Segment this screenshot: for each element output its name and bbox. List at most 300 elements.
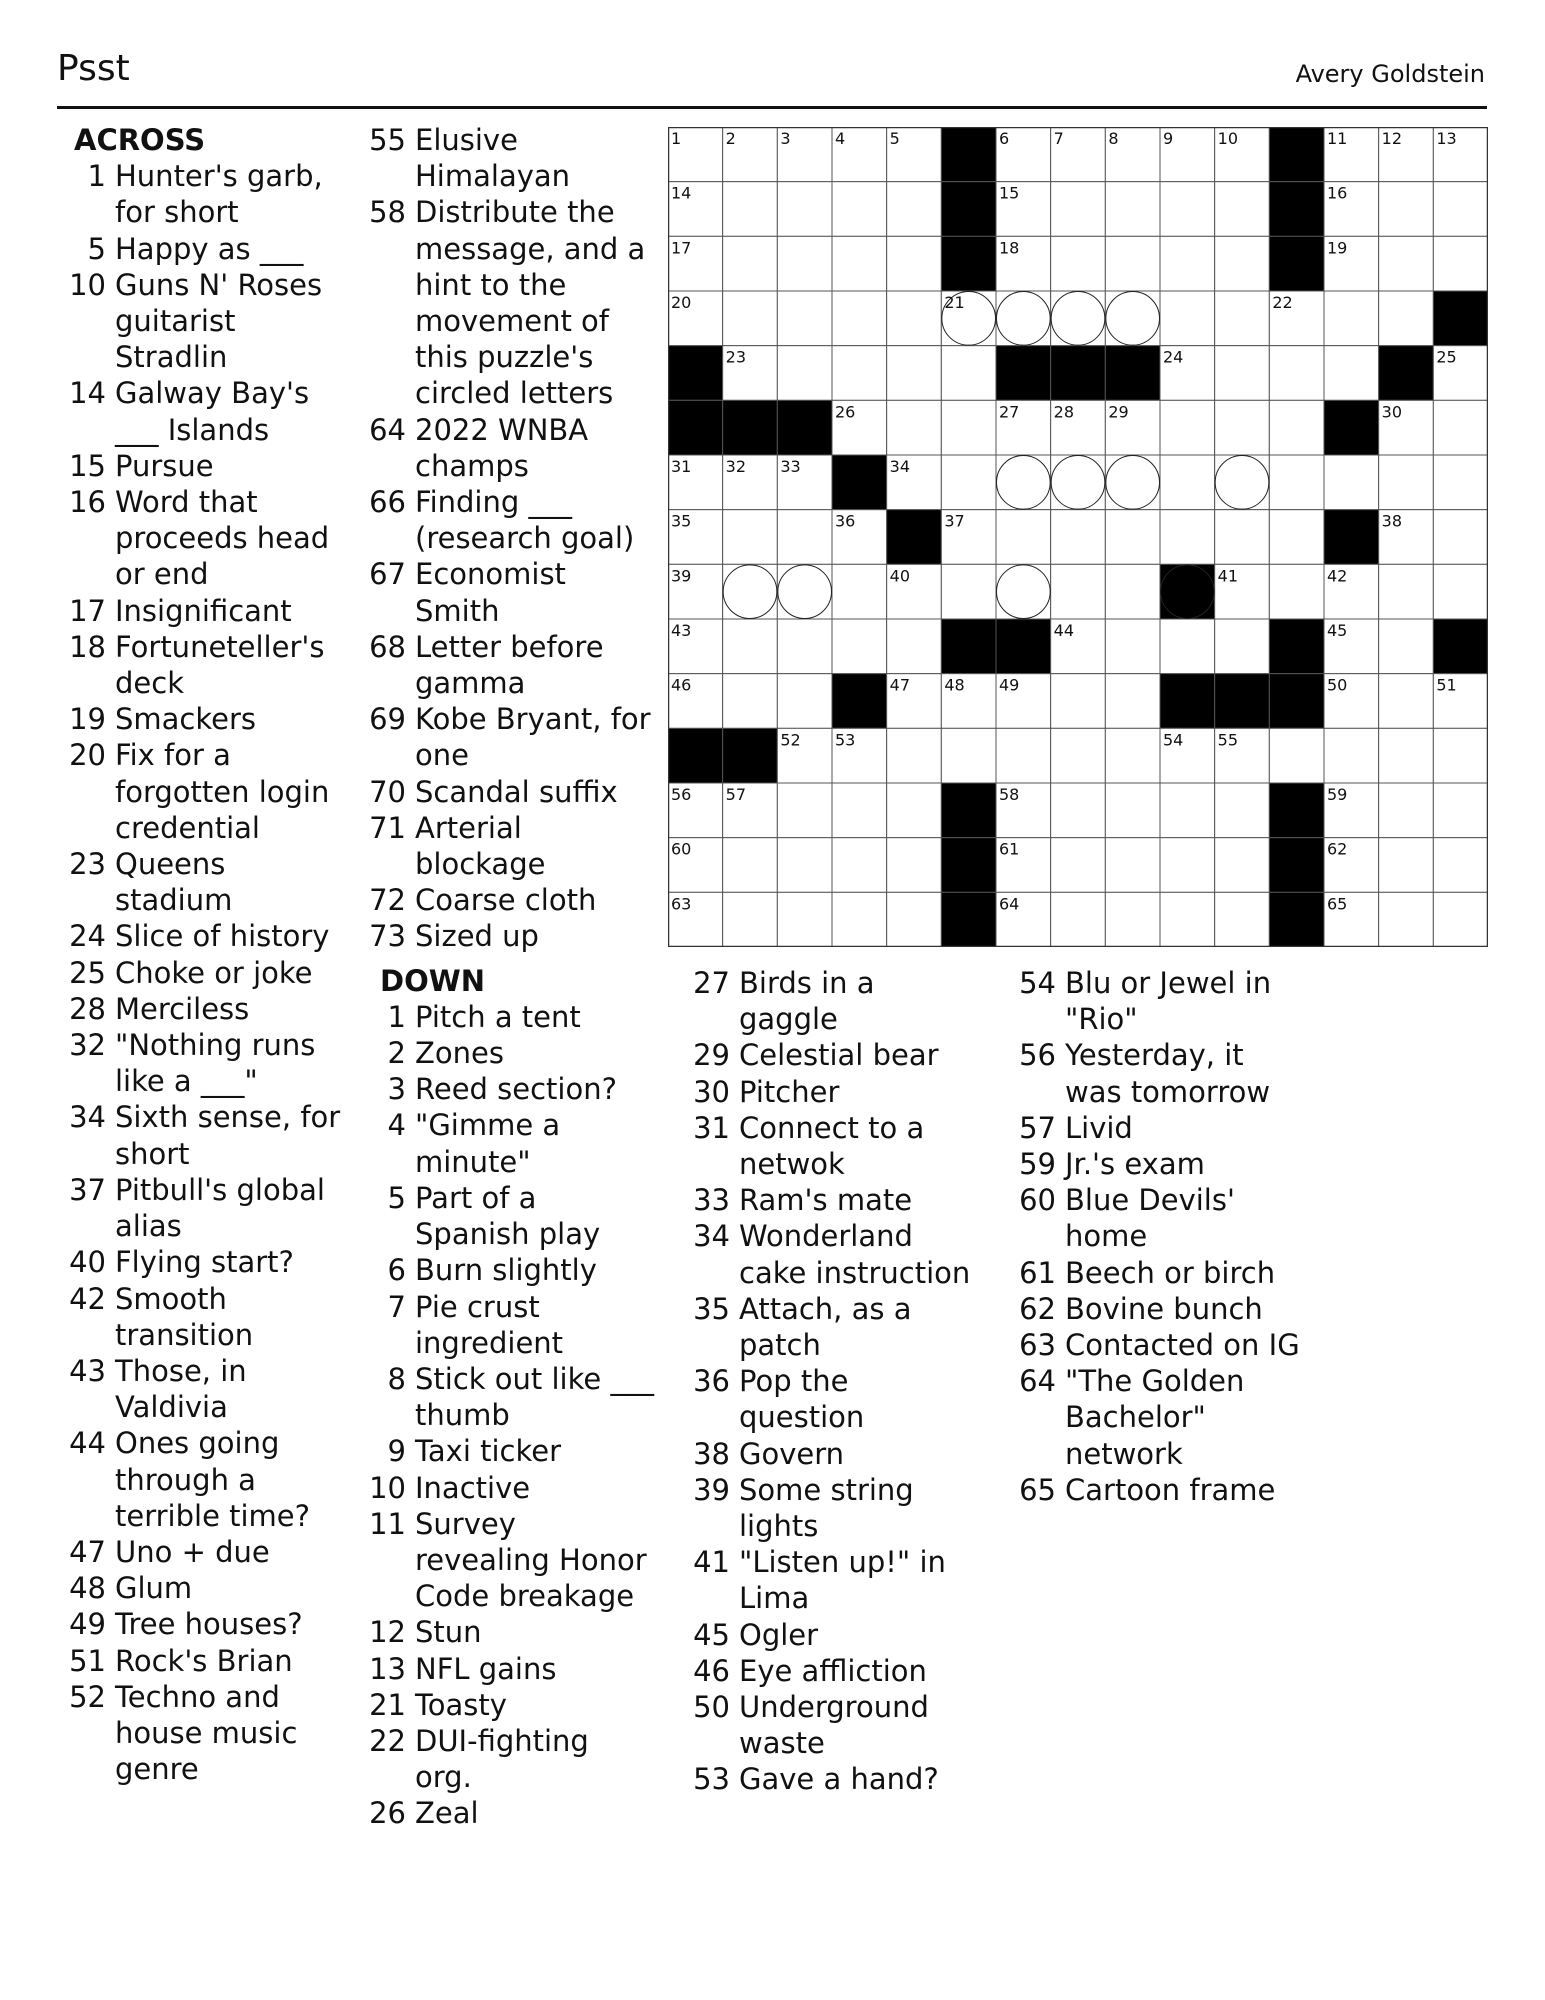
across-clue-15[interactable] <box>66 448 351 484</box>
across-clue-19[interactable] <box>66 701 351 737</box>
grid-cell[interactable] <box>1433 510 1488 565</box>
across-clue-67[interactable] <box>366 556 661 628</box>
across-clue-32[interactable] <box>66 1027 351 1099</box>
across-clue-28[interactable] <box>66 991 351 1027</box>
grid-cell[interactable] <box>832 619 887 674</box>
grid-cell[interactable] <box>941 455 996 510</box>
grid-cell[interactable] <box>1105 892 1160 947</box>
grid-cell[interactable] <box>723 510 778 565</box>
across-clue-25[interactable] <box>66 955 351 991</box>
down-clue-59[interactable] <box>1016 1146 1336 1182</box>
grid-cell[interactable] <box>1379 182 1434 237</box>
clue-number: 42 <box>69 1281 106 1316</box>
grid-cell[interactable] <box>1105 728 1160 783</box>
cell-number: 26 <box>835 402 856 422</box>
grid-cell[interactable] <box>1215 346 1270 401</box>
crossword-grid <box>668 127 1488 947</box>
clue-text <box>1065 1182 1235 1254</box>
clue-text <box>415 774 618 810</box>
down-clue-34[interactable] <box>690 1218 1000 1290</box>
down-clue-56[interactable] <box>1016 1037 1336 1109</box>
grid-cell[interactable] <box>1379 236 1434 291</box>
down-clue-54[interactable] <box>1016 965 1336 1037</box>
grid-cell[interactable] <box>887 182 942 237</box>
grid-cell[interactable] <box>832 838 887 893</box>
grid-cell[interactable] <box>832 892 887 947</box>
across-clue-70[interactable] <box>366 774 661 810</box>
down-clue-33[interactable] <box>690 1182 1000 1218</box>
clue-text <box>115 918 329 954</box>
grid-cell[interactable] <box>832 783 887 838</box>
down-clue-36[interactable] <box>690 1363 1000 1435</box>
grid-block <box>941 236 996 291</box>
grid-cell[interactable] <box>1160 182 1215 237</box>
grid-cell[interactable] <box>1051 892 1106 947</box>
grid-cell[interactable] <box>1379 564 1434 619</box>
grid-cell[interactable] <box>1433 455 1488 510</box>
grid-block <box>1269 182 1324 237</box>
across-clue-49[interactable] <box>66 1606 351 1642</box>
down-clue-53[interactable] <box>690 1761 1000 1797</box>
clue-line: stadium <box>115 883 233 918</box>
grid-cell[interactable] <box>1379 838 1434 893</box>
down-clue-30[interactable] <box>690 1074 1000 1110</box>
grid-cell[interactable] <box>1215 291 1270 346</box>
grid-cell[interactable] <box>777 674 832 729</box>
clue-text <box>115 955 312 991</box>
grid-cell[interactable] <box>777 182 832 237</box>
down-clue-39[interactable] <box>690 1472 1000 1544</box>
grid-block <box>1324 510 1379 565</box>
clue-text <box>115 267 322 376</box>
across-clue-14[interactable] <box>66 375 351 447</box>
down-clue-8[interactable] <box>366 1361 661 1433</box>
grid-cell[interactable] <box>1215 783 1270 838</box>
across-clue-18[interactable] <box>66 629 351 701</box>
grid-cell[interactable] <box>1379 291 1434 346</box>
down-clue-3[interactable] <box>366 1071 661 1107</box>
grid-cell[interactable] <box>996 510 1051 565</box>
grid-block <box>996 619 1051 674</box>
down-clue-64[interactable] <box>1016 1363 1336 1472</box>
grid-cell[interactable] <box>1215 838 1270 893</box>
clue-line: Tree houses? <box>115 1607 303 1642</box>
across-clue-37[interactable] <box>66 1172 351 1244</box>
grid-cell[interactable] <box>723 182 778 237</box>
down-clue-1[interactable] <box>366 999 661 1035</box>
grid-cell[interactable] <box>777 783 832 838</box>
grid-cell[interactable] <box>887 783 942 838</box>
clue-text <box>415 701 651 773</box>
grid-cell[interactable] <box>1105 838 1160 893</box>
clue-number: 51 <box>69 1643 106 1678</box>
cell-number: 24 <box>1163 347 1184 367</box>
cell-number: 59 <box>1327 785 1348 804</box>
grid-block <box>941 838 996 893</box>
grid-cell[interactable] <box>887 346 942 401</box>
grid-cell[interactable] <box>887 400 942 455</box>
clue-number: 50 <box>693 1690 730 1725</box>
clue-text <box>415 194 645 411</box>
clue-line: or end <box>115 557 209 592</box>
clue-line: Coarse cloth <box>415 883 597 918</box>
across-clue-48[interactable] <box>66 1570 351 1606</box>
grid-cell[interactable] <box>1269 564 1324 619</box>
clue-line: Distribute the <box>415 195 615 230</box>
clue-number: 71 <box>369 810 406 845</box>
grid-cell[interactable] <box>1379 455 1434 510</box>
grid-cell[interactable] <box>1433 564 1488 619</box>
clue-number: 37 <box>69 1172 106 1207</box>
grid-cell[interactable] <box>1379 892 1434 947</box>
down-clue-22[interactable] <box>366 1723 661 1795</box>
across-clue-58[interactable] <box>366 194 661 411</box>
across-clue-40[interactable] <box>66 1244 351 1280</box>
grid-cell[interactable] <box>1160 892 1215 947</box>
clue-number: 13 <box>369 1651 406 1686</box>
grid-cell[interactable] <box>723 236 778 291</box>
clue-line: transition <box>115 1317 254 1352</box>
grid-cell[interactable] <box>1105 674 1160 729</box>
down-clue-45[interactable] <box>690 1617 1000 1653</box>
clue-line: Inactive <box>415 1470 531 1505</box>
grid-cell[interactable] <box>1269 346 1324 401</box>
grid-cell[interactable] <box>887 236 942 291</box>
grid-cell[interactable] <box>832 291 887 346</box>
clue-line: Bovine bunch <box>1065 1291 1263 1326</box>
down-clue-31[interactable] <box>690 1110 1000 1182</box>
grid-cell[interactable] <box>1105 182 1160 237</box>
grid-cell[interactable] <box>777 510 832 565</box>
across-clue-17[interactable] <box>66 593 351 629</box>
grid-cell[interactable] <box>1215 510 1270 565</box>
grid-cell[interactable] <box>887 619 942 674</box>
across-clue-68[interactable] <box>366 629 661 701</box>
clue-number: 14 <box>69 376 106 411</box>
clue-line: Jr.'s exam <box>1065 1147 1205 1182</box>
down-clue-27[interactable] <box>690 965 1000 1037</box>
grid-cell[interactable] <box>1269 400 1324 455</box>
down-clue-9[interactable] <box>366 1433 661 1469</box>
clue-line: Those, in <box>115 1353 247 1388</box>
clue-line: Kobe Bryant, for <box>415 702 651 737</box>
grid-cell[interactable] <box>1269 455 1324 510</box>
across-clue-10[interactable] <box>66 267 351 376</box>
grid-cell[interactable] <box>1105 564 1160 619</box>
grid-cell[interactable] <box>887 838 942 893</box>
grid-cell[interactable] <box>1433 236 1488 291</box>
clue-text <box>415 412 588 484</box>
across-clue-47[interactable] <box>66 1534 351 1570</box>
grid-cell[interactable] <box>941 564 996 619</box>
clue-text <box>739 1544 946 1616</box>
down-clue-57[interactable] <box>1016 1110 1336 1146</box>
down-clue-26[interactable] <box>366 1795 661 1831</box>
clue-line: ___ Islands <box>115 412 270 447</box>
clue-text <box>415 1180 600 1252</box>
grid-cell[interactable] <box>777 236 832 291</box>
down-clue-38[interactable] <box>690 1436 1000 1472</box>
clue-number: 65 <box>1019 1472 1056 1507</box>
clue-line: Zones <box>415 1036 504 1071</box>
grid-cell[interactable] <box>1215 619 1270 674</box>
clue-number: 61 <box>1019 1255 1056 1290</box>
clue-text <box>115 1679 297 1788</box>
down-clue-50[interactable] <box>690 1689 1000 1761</box>
grid-cell[interactable] <box>887 291 942 346</box>
grid-cell[interactable] <box>1269 510 1324 565</box>
clue-number: 6 <box>387 1253 406 1288</box>
grid-cell[interactable] <box>777 892 832 947</box>
down-clue-13[interactable] <box>366 1651 661 1687</box>
across-clue-43[interactable] <box>66 1353 351 1425</box>
grid-cell[interactable] <box>1324 455 1379 510</box>
clue-line: NFL gains <box>415 1651 557 1686</box>
across-clue-34[interactable] <box>66 1099 351 1171</box>
grid-cell[interactable] <box>1051 564 1106 619</box>
across-clue-69[interactable] <box>366 701 661 773</box>
clue-line: home <box>1065 1219 1148 1254</box>
grid-cell[interactable] <box>1160 619 1215 674</box>
grid-cell[interactable] <box>723 838 778 893</box>
clue-number: 17 <box>69 593 106 628</box>
clue-line: Ogler <box>739 1617 819 1652</box>
down-clue-61[interactable] <box>1016 1255 1336 1291</box>
cell-number: 41 <box>1217 566 1239 586</box>
grid-cell[interactable] <box>777 619 832 674</box>
across-clue-52[interactable] <box>66 1679 351 1788</box>
cell-number: 20 <box>671 293 692 312</box>
across-clue-73[interactable] <box>366 918 661 954</box>
down-clue-29[interactable] <box>690 1037 1000 1073</box>
across-clue-42[interactable] <box>66 1281 351 1353</box>
grid-cell[interactable] <box>832 236 887 291</box>
clue-text <box>115 1244 294 1280</box>
clue-line: Underground <box>739 1690 929 1725</box>
across-clue-16[interactable] <box>66 484 351 593</box>
down-clue-63[interactable] <box>1016 1327 1336 1363</box>
grid-cell[interactable] <box>1160 236 1215 291</box>
across-clue-64[interactable] <box>366 412 661 484</box>
grid-cell[interactable] <box>1160 291 1215 346</box>
clue-number: 29 <box>693 1038 730 1073</box>
grid-block <box>723 728 778 783</box>
clue-text <box>115 593 292 629</box>
clue-number: 34 <box>69 1100 106 1135</box>
cell-number: 10 <box>1217 129 1239 148</box>
grid-cell[interactable] <box>1105 619 1160 674</box>
grid-block <box>1269 674 1324 729</box>
clue-text <box>739 1074 839 1110</box>
grid-cell[interactable] <box>1379 783 1434 838</box>
cell-number: 46 <box>671 675 692 695</box>
down-clue-35[interactable] <box>690 1291 1000 1363</box>
grid-cell[interactable] <box>723 291 778 346</box>
grid-cell[interactable] <box>941 400 996 455</box>
clue-line: Rock's Brian <box>115 1643 293 1678</box>
clue-text <box>415 999 581 1035</box>
down-clue-10[interactable] <box>366 1470 661 1506</box>
grid-cell[interactable] <box>1051 728 1106 783</box>
clue-number: 56 <box>1019 1038 1056 1073</box>
clue-number: 25 <box>69 955 106 990</box>
down-clue-11[interactable] <box>366 1506 661 1615</box>
grid-cell[interactable] <box>1433 728 1488 783</box>
down-clue-6[interactable] <box>366 1252 661 1288</box>
grid-cell[interactable] <box>1433 783 1488 838</box>
grid-cell[interactable] <box>1433 400 1488 455</box>
grid-cell[interactable] <box>1324 728 1379 783</box>
clue-number: 70 <box>369 774 406 809</box>
clue-line: Contacted on IG <box>1065 1328 1300 1363</box>
grid-cell[interactable] <box>1105 510 1160 565</box>
clue-number: 46 <box>693 1653 730 1688</box>
grid-cell[interactable] <box>1269 728 1324 783</box>
clue-line: Uno + due <box>115 1534 270 1569</box>
across-clue-71[interactable] <box>366 810 661 882</box>
grid-cell[interactable] <box>1379 619 1434 674</box>
grid-cell[interactable] <box>777 346 832 401</box>
grid-cell[interactable] <box>887 892 942 947</box>
cell-number: 30 <box>1381 402 1403 422</box>
grid-cell[interactable] <box>1051 510 1106 565</box>
down-clue-60[interactable] <box>1016 1182 1336 1254</box>
cell-number: 65 <box>1327 894 1348 914</box>
down-clue-7[interactable] <box>366 1289 661 1361</box>
grid-cell[interactable] <box>1324 291 1379 346</box>
clue-line: Sized up <box>415 919 539 954</box>
clue-line: gamma <box>415 666 526 701</box>
grid-cell[interactable] <box>1215 236 1270 291</box>
grid-cell[interactable] <box>723 892 778 947</box>
down-clue-65[interactable] <box>1016 1472 1336 1508</box>
across-clue-24[interactable] <box>66 918 351 954</box>
across-clue-44[interactable] <box>66 1425 351 1534</box>
clue-text <box>1065 1037 1270 1109</box>
cell-number: 31 <box>671 457 692 476</box>
across-clue-55[interactable] <box>366 122 661 194</box>
grid-block <box>668 346 723 401</box>
grid-cell[interactable] <box>723 619 778 674</box>
clue-line: Smackers <box>115 702 257 737</box>
clue-number: 38 <box>693 1436 730 1471</box>
grid-cell[interactable] <box>1324 346 1379 401</box>
across-clue-1[interactable] <box>66 158 351 230</box>
clue-line: Stun <box>415 1615 482 1650</box>
clue-line: Galway Bay's <box>115 376 310 411</box>
clue-line: for short <box>115 195 239 230</box>
clue-text <box>415 1433 561 1469</box>
clue-number: 54 <box>1019 966 1056 1000</box>
grid-block <box>941 892 996 947</box>
grid-cell[interactable] <box>1160 455 1215 510</box>
clue-text <box>739 1363 864 1435</box>
grid-cell[interactable] <box>1215 892 1270 947</box>
grid-cell[interactable] <box>1160 783 1215 838</box>
clue-number: 60 <box>1019 1183 1056 1218</box>
down-clue-12[interactable] <box>366 1614 661 1650</box>
grid-block <box>668 728 723 783</box>
grid-block <box>941 182 996 237</box>
cell-number: 4 <box>835 129 846 148</box>
grid-cell[interactable] <box>941 346 996 401</box>
grid-cell[interactable] <box>887 728 942 783</box>
grid-cell[interactable] <box>996 728 1051 783</box>
cell-number: 60 <box>671 839 692 859</box>
clue-number: 1 <box>87 159 106 194</box>
grid-cell[interactable] <box>1433 838 1488 893</box>
grid-cell[interactable] <box>1379 728 1434 783</box>
cell-number: 15 <box>999 183 1020 203</box>
cell-number: 28 <box>1053 402 1075 422</box>
grid-cell[interactable] <box>1105 783 1160 838</box>
grid-cell[interactable] <box>832 564 887 619</box>
across-clue-20[interactable] <box>66 737 351 846</box>
grid-cell[interactable] <box>1215 400 1270 455</box>
grid-cell[interactable] <box>777 291 832 346</box>
clue-number: 40 <box>69 1245 106 1280</box>
grid-cell[interactable] <box>1215 182 1270 237</box>
grid-cell[interactable] <box>1051 236 1106 291</box>
grid-cell[interactable] <box>1160 510 1215 565</box>
grid-cell[interactable] <box>1051 838 1106 893</box>
clue-line: Stick out like ___ <box>415 1361 654 1396</box>
grid-cell[interactable] <box>723 674 778 729</box>
down-clue-41[interactable] <box>690 1544 1000 1616</box>
grid-cell[interactable] <box>832 182 887 237</box>
across-clue-5[interactable] <box>66 231 351 267</box>
down-clue-4[interactable] <box>366 1107 661 1179</box>
clue-text <box>115 158 323 230</box>
cell-number: 61 <box>999 839 1020 859</box>
cell-number: 23 <box>725 347 747 367</box>
grid-cell[interactable] <box>1051 182 1106 237</box>
across-clue-66[interactable] <box>366 484 661 556</box>
cell-number: 5 <box>889 129 900 148</box>
grid-cell[interactable] <box>832 346 887 401</box>
clue-number: 9 <box>387 1434 406 1469</box>
down-clue-62[interactable] <box>1016 1291 1336 1327</box>
down-clue-5[interactable] <box>366 1180 661 1252</box>
grid-cell[interactable] <box>777 838 832 893</box>
clue-text <box>1065 1363 1244 1472</box>
grid-cell[interactable] <box>1105 236 1160 291</box>
grid-cell[interactable] <box>941 728 996 783</box>
grid-cell[interactable] <box>1051 674 1106 729</box>
cell-number: 51 <box>1436 675 1457 695</box>
cell-number: 16 <box>1327 183 1348 203</box>
grid-cell[interactable] <box>1051 783 1106 838</box>
crossword-grid-svg <box>668 127 1488 947</box>
grid-cell[interactable] <box>1433 892 1488 947</box>
clue-line: "Listen up!" in <box>739 1545 946 1580</box>
across-clue-72[interactable] <box>366 882 661 918</box>
down-clue-21[interactable] <box>366 1687 661 1723</box>
across-clue-23[interactable] <box>66 846 351 918</box>
clue-number: 5 <box>87 231 106 266</box>
cell-number: 35 <box>671 511 692 531</box>
clue-text <box>115 991 249 1027</box>
across-clue-51[interactable] <box>66 1643 351 1679</box>
grid-cell[interactable] <box>1433 182 1488 237</box>
down-clue-46[interactable] <box>690 1653 1000 1689</box>
grid-cell[interactable] <box>1160 400 1215 455</box>
clue-line: (research goal) <box>415 521 635 556</box>
grid-cell[interactable] <box>1379 674 1434 729</box>
down-clue-2[interactable] <box>366 1035 661 1071</box>
cell-number: 22 <box>1272 293 1293 312</box>
grid-cell[interactable] <box>1160 838 1215 893</box>
